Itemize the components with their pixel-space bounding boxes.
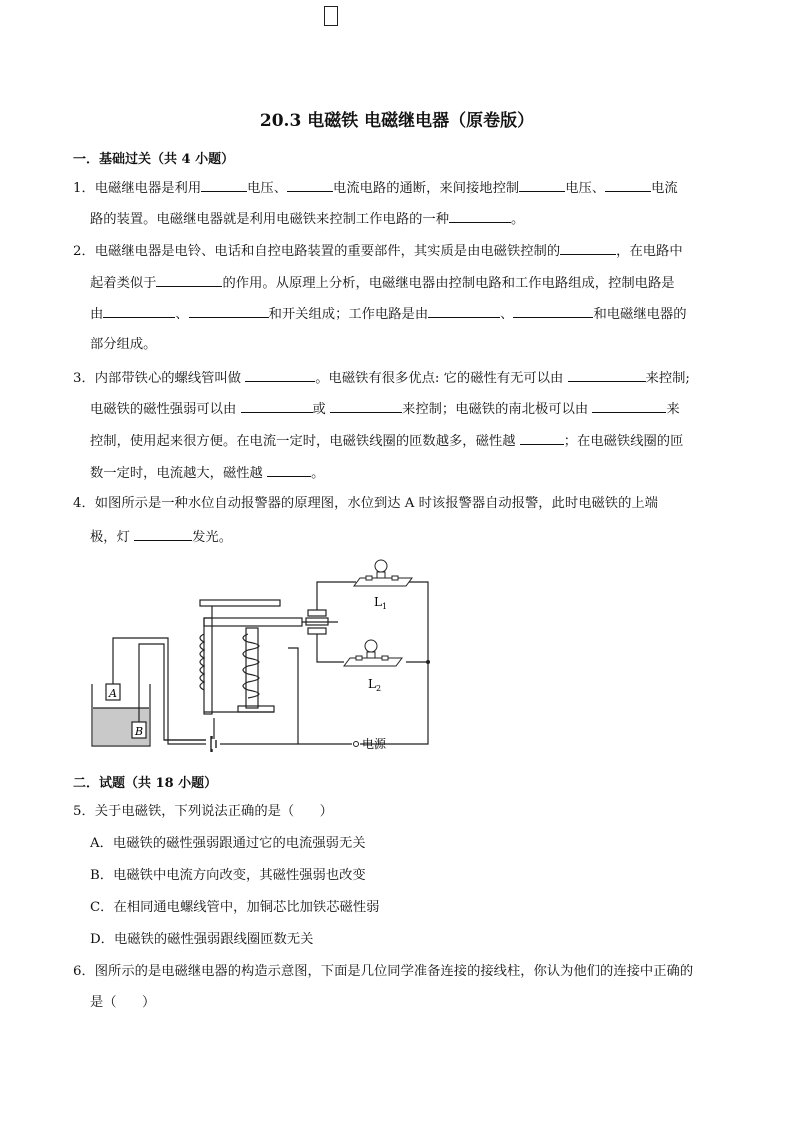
- electrode-b-label: B: [135, 725, 144, 738]
- question-6-line-1: 6．图所示的是电磁继电器的构造示意图，下面是几位同学准备连接的接线柱，你认为他们的连接中正确的: [73, 964, 694, 979]
- section-heading-basic: 一．基础过关（共 4 小题）: [73, 152, 235, 167]
- question-1-line-1: 1．电磁继电器是利用 电压、 电流电路的通断，来间接地控制 电压、 电流: [73, 177, 678, 199]
- question-3-line-2: 电磁铁的磁性强弱可以由 或 来控制；电磁铁的南北极可以由 来: [90, 398, 680, 420]
- question-4-line-1: 4．如图所示是一种水位自动报警器的原理图，水位到达 A 时该报警器自动报警，此时电磁铁的上端: [73, 496, 658, 511]
- question-3-line-1: 3．内部带铁心的螺线管叫做 。电磁铁有很多优点: 它的磁性有无可以由 来控制;: [73, 367, 690, 389]
- electromagnet-coil: [243, 634, 259, 698]
- question-3-line-4: 数一定时，电流越大，磁性越 。: [90, 462, 324, 484]
- lamp-l2-label: $L_2$: [368, 677, 382, 693]
- section-heading-exercises: 二．试题（共 18 小题）: [73, 776, 218, 791]
- lamp-l1-label: $L_1$: [374, 595, 388, 611]
- question-6-line-2: 是（ ）: [90, 995, 156, 1010]
- question-1-line-2: 路的装置。电磁继电器就是利用电磁铁来控制工作电路的一种 。: [90, 208, 524, 230]
- question-2-line-3: 由 、 和开关组成；工作电路是由 、 和电磁继电器的: [90, 303, 687, 325]
- electrode-a-label: A: [109, 687, 117, 700]
- question-5-option-c: C．在相同通电螺线管中，加铜芯比加铁芯磁性弱: [90, 900, 380, 915]
- question-5-option-a: A．电磁铁的磁性强弱跟通过它的电流强弱无关: [90, 836, 366, 851]
- power-terminal-icon: [354, 742, 359, 747]
- lamp-l2: [344, 640, 402, 666]
- question-2-line-4: 部分组成。: [90, 337, 157, 352]
- question-4-line-2: 极，灯 发光。: [90, 526, 232, 548]
- page-title: 20.3 电磁铁 电磁继电器（原卷版）: [259, 111, 535, 131]
- coil-left: [200, 634, 204, 690]
- question-3-line-3: 控制，使用起来很方便。在电流一定时，电磁铁线圈的匝数越多，磁性越 ；在电磁铁线圈的匝: [90, 430, 683, 452]
- lamp-l1: [354, 560, 412, 586]
- page-marker-icon: [324, 6, 338, 26]
- question-5-option-d: D．电磁铁的磁性强弱跟线圈匝数无关: [90, 932, 314, 947]
- power-source-label: 电源: [362, 737, 387, 751]
- water-level-alarm-circuit-figure: [88, 556, 438, 752]
- question-2-line-1: 2．电磁继电器是电铃、电话和自控电路装置的重要部件，其实质是由电磁铁控制的 ，在电路中: [73, 240, 683, 262]
- question-2-line-2: 起着类似于 的作用。从原理上分析，电磁继电器由控制电路和工作电路组成，控制电路是: [90, 272, 675, 294]
- question-5-option-b: B．电磁铁中电流方向改变，其磁性强弱也改变: [90, 868, 366, 883]
- question-5-stem: 5．关于电磁铁，下列说法正确的是（ ）: [73, 804, 333, 819]
